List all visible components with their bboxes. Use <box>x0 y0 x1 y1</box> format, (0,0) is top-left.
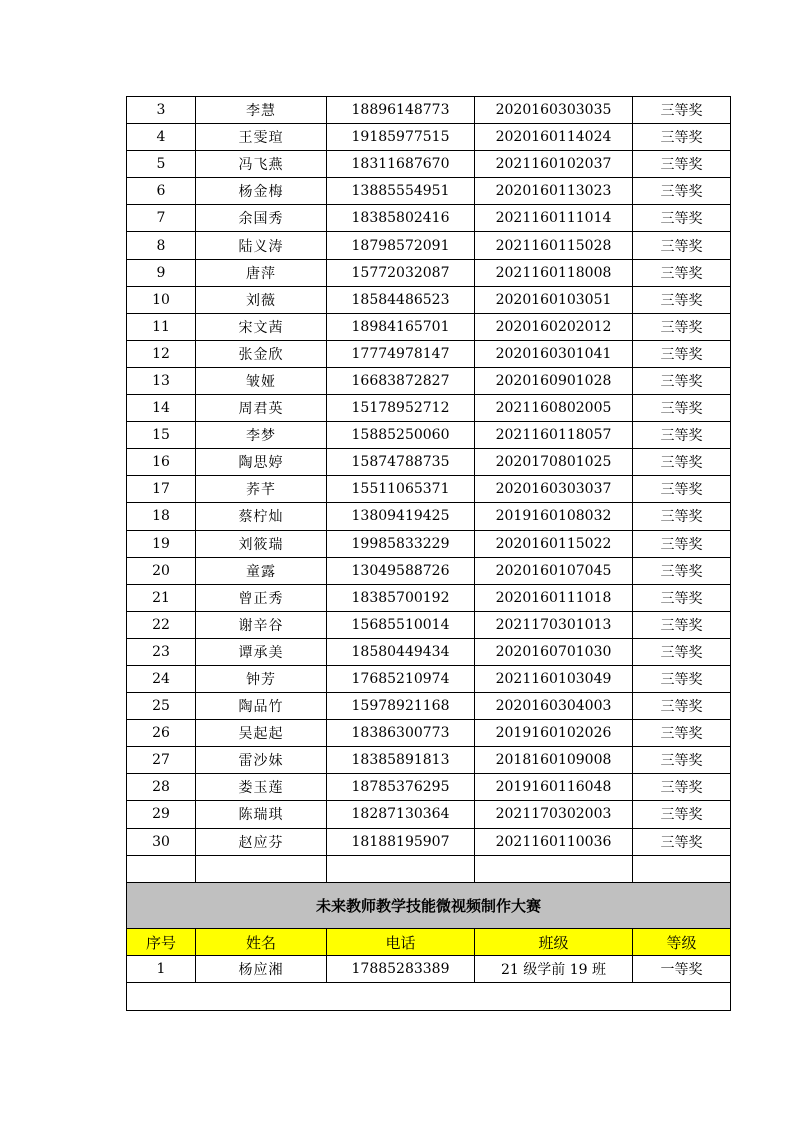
award-cell: 三等奖 <box>633 557 731 584</box>
row-number-cell: 15 <box>127 422 196 449</box>
row-number-cell: 7 <box>127 205 196 232</box>
award-cell: 三等奖 <box>633 232 731 259</box>
row-number-cell: 23 <box>127 638 196 665</box>
name-cell: 蔡柠灿 <box>196 503 327 530</box>
table-row <box>127 584 731 611</box>
empty-cell <box>327 855 475 883</box>
student-id-cell: 2020160303035 <box>475 97 633 124</box>
name-cell: 荞芊 <box>196 476 327 503</box>
award-table-body <box>127 97 731 1011</box>
name-cell: 刘筱瑞 <box>196 530 327 557</box>
phone-cell: 17774978147 <box>327 340 475 367</box>
table-row <box>127 205 731 232</box>
student-id-cell: 2019160116048 <box>475 774 633 801</box>
row-number-cell: 8 <box>127 232 196 259</box>
student-id-cell: 2021170302003 <box>475 801 633 828</box>
award-cell: 三等奖 <box>633 747 731 774</box>
phone-cell: 18896148773 <box>327 97 475 124</box>
row-number-cell: 25 <box>127 693 196 720</box>
level-cell: 一等奖 <box>633 956 731 983</box>
name-cell: 陈瑞琪 <box>196 801 327 828</box>
name-cell: 陶品竹 <box>196 693 327 720</box>
name-cell: 杨金梅 <box>196 178 327 205</box>
phone-cell: 18584486523 <box>327 286 475 313</box>
row-number-cell: 16 <box>127 449 196 476</box>
phone-cell: 13809419425 <box>327 503 475 530</box>
award-table <box>126 96 731 1011</box>
phone-cell: 15874788735 <box>327 449 475 476</box>
name-cell: 张金欣 <box>196 340 327 367</box>
table-row <box>127 422 731 449</box>
phone-cell: 18580449434 <box>327 638 475 665</box>
award-cell: 三等奖 <box>633 97 731 124</box>
student-id-cell: 2021160103049 <box>475 665 633 692</box>
name-cell: 刘薇 <box>196 286 327 313</box>
table-row <box>127 611 731 638</box>
table-row <box>127 476 731 503</box>
name-cell: 杨应湘 <box>196 956 327 983</box>
award-cell: 三等奖 <box>633 801 731 828</box>
table-row <box>127 638 731 665</box>
student-id-cell: 2020160107045 <box>475 557 633 584</box>
header-phone: 电话 <box>327 929 475 956</box>
student-id-cell: 2020160115022 <box>475 530 633 557</box>
table-row <box>127 178 731 205</box>
award-cell: 三等奖 <box>633 313 731 340</box>
row-number-cell: 9 <box>127 259 196 286</box>
row-number-cell: 19 <box>127 530 196 557</box>
name-cell: 谢辛谷 <box>196 611 327 638</box>
table-row <box>127 151 731 178</box>
name-cell: 谭承美 <box>196 638 327 665</box>
name-cell: 吴起起 <box>196 720 327 747</box>
table-row <box>127 232 731 259</box>
row-number-cell: 4 <box>127 124 196 151</box>
phone-cell: 15885250060 <box>327 422 475 449</box>
student-id-cell: 2021160802005 <box>475 395 633 422</box>
empty-cell <box>196 855 327 883</box>
phone-cell: 15685510014 <box>327 611 475 638</box>
row-number-cell: 1 <box>127 956 196 983</box>
name-cell: 皱娅 <box>196 367 327 394</box>
row-number-cell: 6 <box>127 178 196 205</box>
table-row <box>127 503 731 530</box>
phone-cell: 16683872827 <box>327 367 475 394</box>
student-id-cell: 2020160114024 <box>475 124 633 151</box>
table-row <box>127 259 731 286</box>
header-class: 班级 <box>475 929 633 956</box>
table-row <box>127 367 731 394</box>
student-id-cell: 2020160701030 <box>475 638 633 665</box>
award-cell: 三等奖 <box>633 476 731 503</box>
section-header-row <box>127 929 731 956</box>
empty-cell <box>127 855 196 883</box>
name-cell: 钟芳 <box>196 665 327 692</box>
name-cell: 冯飞燕 <box>196 151 327 178</box>
row-number-cell: 21 <box>127 584 196 611</box>
row-number-cell: 17 <box>127 476 196 503</box>
table-row <box>127 395 731 422</box>
table-row <box>127 557 731 584</box>
table-row <box>127 530 731 557</box>
student-id-cell: 2021160102037 <box>475 151 633 178</box>
row-number-cell: 5 <box>127 151 196 178</box>
row-number-cell: 27 <box>127 747 196 774</box>
phone-cell: 18798572091 <box>327 232 475 259</box>
phone-cell: 18385891813 <box>327 747 475 774</box>
student-id-cell: 2020160303037 <box>475 476 633 503</box>
award-cell: 三等奖 <box>633 611 731 638</box>
table-row <box>127 747 731 774</box>
empty-row <box>127 855 731 883</box>
name-cell: 余国秀 <box>196 205 327 232</box>
student-id-cell: 2019160102026 <box>475 720 633 747</box>
phone-cell: 15978921168 <box>327 693 475 720</box>
phone-cell: 17885283389 <box>327 956 475 983</box>
row-number-cell: 29 <box>127 801 196 828</box>
award-cell: 三等奖 <box>633 774 731 801</box>
student-id-cell: 2020160103051 <box>475 286 633 313</box>
row-number-cell: 18 <box>127 503 196 530</box>
phone-cell: 18785376295 <box>327 774 475 801</box>
name-cell: 李梦 <box>196 422 327 449</box>
header-level: 等级 <box>633 929 731 956</box>
section-title: 未来教师教学技能微视频制作大赛 <box>127 883 731 929</box>
name-cell: 宋文茜 <box>196 313 327 340</box>
empty-row <box>127 983 731 1011</box>
table-row <box>127 956 731 983</box>
row-number-cell: 20 <box>127 557 196 584</box>
phone-cell: 15511065371 <box>327 476 475 503</box>
award-cell: 三等奖 <box>633 178 731 205</box>
header-number: 序号 <box>127 929 196 956</box>
phone-cell: 17685210974 <box>327 665 475 692</box>
name-cell: 雷沙妹 <box>196 747 327 774</box>
phone-cell: 18385700192 <box>327 584 475 611</box>
student-id-cell: 2019160108032 <box>475 503 633 530</box>
student-id-cell: 2020160301041 <box>475 340 633 367</box>
student-id-cell: 2018160109008 <box>475 747 633 774</box>
student-id-cell: 2021160115028 <box>475 232 633 259</box>
student-id-cell: 2020160304003 <box>475 693 633 720</box>
table-row <box>127 340 731 367</box>
empty-cell <box>633 855 731 883</box>
student-id-cell: 2021160111014 <box>475 205 633 232</box>
table-row <box>127 124 731 151</box>
row-number-cell: 3 <box>127 97 196 124</box>
phone-cell: 18984165701 <box>327 313 475 340</box>
phone-cell: 19185977515 <box>327 124 475 151</box>
award-cell: 三等奖 <box>633 124 731 151</box>
phone-cell: 18311687670 <box>327 151 475 178</box>
section-title-row <box>127 883 731 929</box>
student-id-cell: 2020160113023 <box>475 178 633 205</box>
row-number-cell: 10 <box>127 286 196 313</box>
table-row <box>127 313 731 340</box>
student-id-cell: 2021170301013 <box>475 611 633 638</box>
name-cell: 唐萍 <box>196 259 327 286</box>
award-cell: 三等奖 <box>633 584 731 611</box>
phone-cell: 18188195907 <box>327 828 475 855</box>
name-cell: 陆义涛 <box>196 232 327 259</box>
award-cell: 三等奖 <box>633 638 731 665</box>
student-id-cell: 2021160110036 <box>475 828 633 855</box>
award-cell: 三等奖 <box>633 286 731 313</box>
class-cell: 21 级学前 19 班 <box>475 956 633 983</box>
row-number-cell: 26 <box>127 720 196 747</box>
student-id-cell: 2021160118057 <box>475 422 633 449</box>
award-cell: 三等奖 <box>633 395 731 422</box>
row-number-cell: 11 <box>127 313 196 340</box>
award-cell: 三等奖 <box>633 367 731 394</box>
table-row <box>127 720 731 747</box>
table-row <box>127 665 731 692</box>
row-number-cell: 13 <box>127 367 196 394</box>
phone-cell: 13049588726 <box>327 557 475 584</box>
phone-cell: 18385802416 <box>327 205 475 232</box>
row-number-cell: 22 <box>127 611 196 638</box>
award-cell: 三等奖 <box>633 259 731 286</box>
student-id-cell: 2020160901028 <box>475 367 633 394</box>
student-id-cell: 2020160111018 <box>475 584 633 611</box>
table-row <box>127 97 731 124</box>
student-id-cell: 2020170801025 <box>475 449 633 476</box>
award-cell: 三等奖 <box>633 205 731 232</box>
row-number-cell: 28 <box>127 774 196 801</box>
award-cell: 三等奖 <box>633 422 731 449</box>
phone-cell: 19985833229 <box>327 530 475 557</box>
table-row <box>127 286 731 313</box>
name-cell: 王雯瑄 <box>196 124 327 151</box>
name-cell: 娄玉莲 <box>196 774 327 801</box>
header-name: 姓名 <box>196 929 327 956</box>
table-row <box>127 693 731 720</box>
row-number-cell: 14 <box>127 395 196 422</box>
phone-cell: 15178952712 <box>327 395 475 422</box>
award-cell: 三等奖 <box>633 693 731 720</box>
name-cell: 周君英 <box>196 395 327 422</box>
table-row <box>127 449 731 476</box>
name-cell: 赵应芬 <box>196 828 327 855</box>
award-cell: 三等奖 <box>633 449 731 476</box>
award-cell: 三等奖 <box>633 665 731 692</box>
award-cell: 三等奖 <box>633 828 731 855</box>
phone-cell: 13885554951 <box>327 178 475 205</box>
student-id-cell: 2021160118008 <box>475 259 633 286</box>
name-cell: 李慧 <box>196 97 327 124</box>
empty-cell <box>475 855 633 883</box>
award-cell: 三等奖 <box>633 720 731 747</box>
table-row <box>127 801 731 828</box>
row-number-cell: 30 <box>127 828 196 855</box>
row-number-cell: 24 <box>127 665 196 692</box>
row-number-cell: 12 <box>127 340 196 367</box>
award-cell: 三等奖 <box>633 340 731 367</box>
table-row <box>127 828 731 855</box>
phone-cell: 18287130364 <box>327 801 475 828</box>
name-cell: 陶思婷 <box>196 449 327 476</box>
phone-cell: 18386300773 <box>327 720 475 747</box>
name-cell: 曾正秀 <box>196 584 327 611</box>
table-row <box>127 774 731 801</box>
award-cell: 三等奖 <box>633 530 731 557</box>
award-cell: 三等奖 <box>633 151 731 178</box>
phone-cell: 15772032087 <box>327 259 475 286</box>
student-id-cell: 2020160202012 <box>475 313 633 340</box>
empty-cell <box>127 983 731 1011</box>
award-cell: 三等奖 <box>633 503 731 530</box>
name-cell: 童露 <box>196 557 327 584</box>
